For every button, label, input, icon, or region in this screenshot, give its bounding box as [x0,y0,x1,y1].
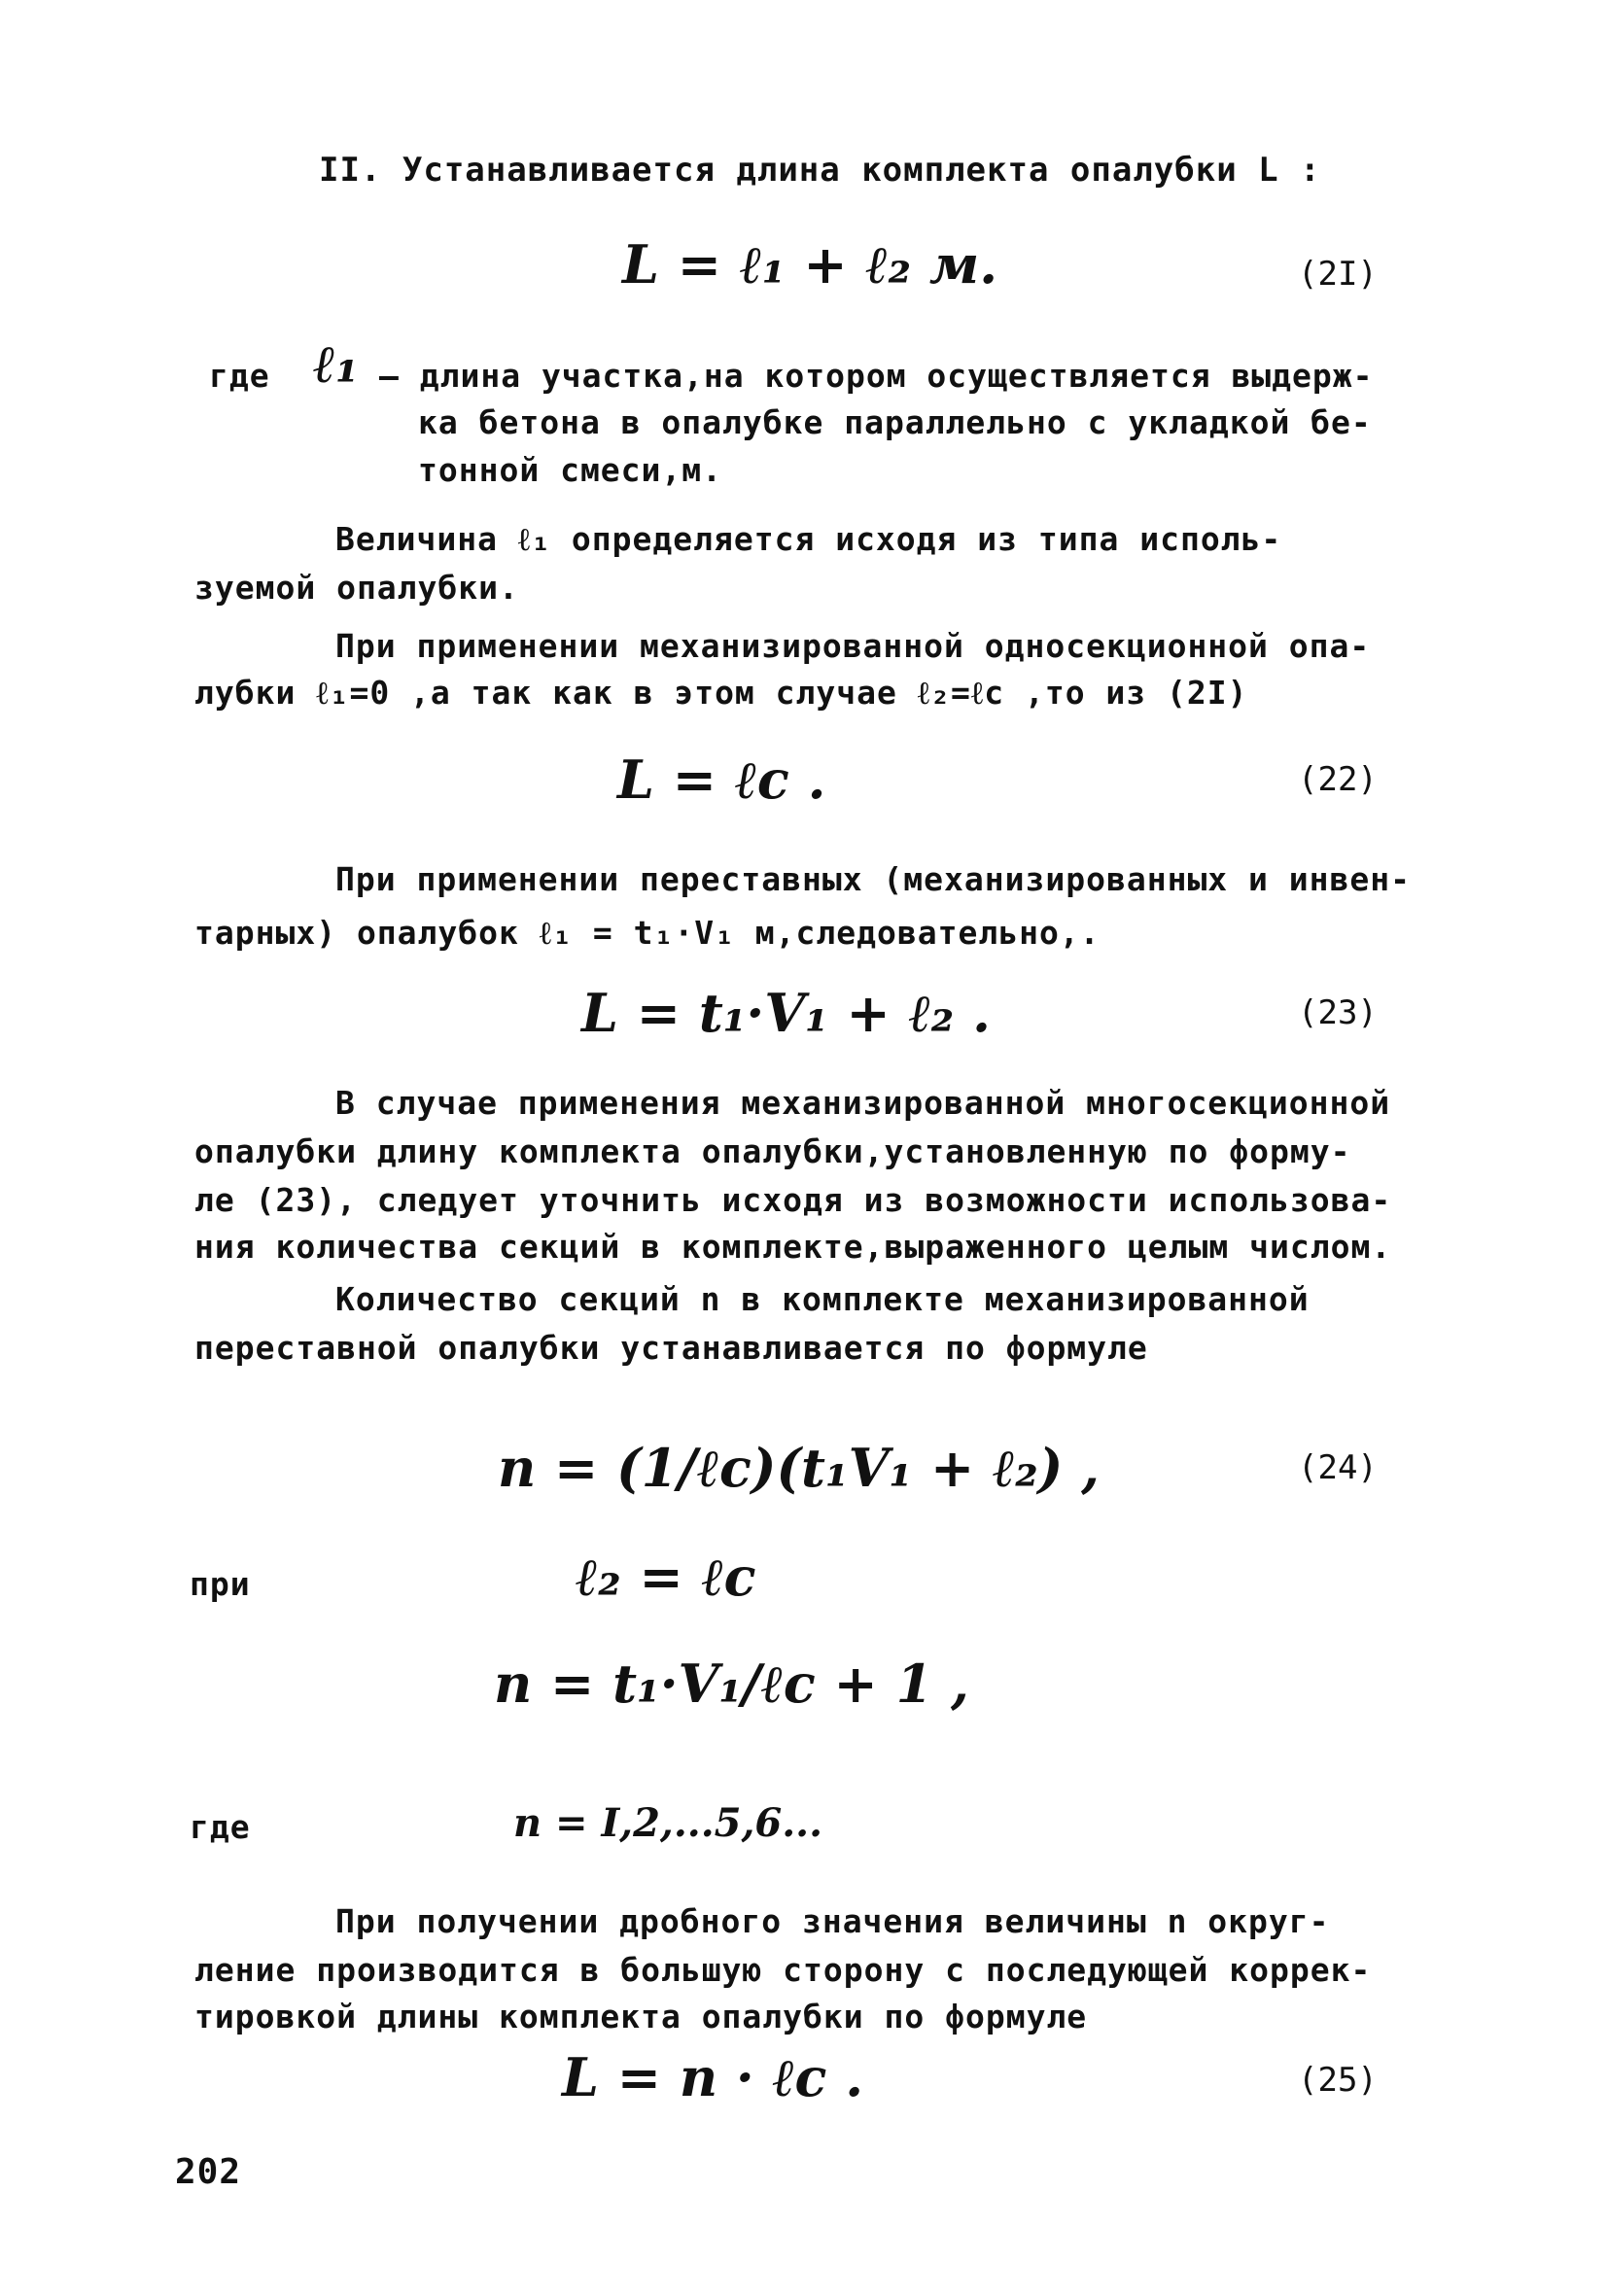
equation-number-22: (22) [1298,760,1378,799]
where-l1-line-2: ка бетона в опалубке параллельно с укладкой бе- [418,403,1372,441]
equation-number-23: (23) [1298,993,1378,1032]
paragraph-round-line-1: При получении дробного значения величины n округ- [335,1902,1330,1940]
paragraph-value-line-2: зуемой опалубки. [194,569,519,607]
where2-label: где [190,1808,251,1846]
paragraph-count-line-2: переставной опалубки устанавливается по формуле [194,1329,1148,1367]
where-l1-line-1: – длина участка,на котором осуществляется выдерж- [379,357,1374,395]
paragraph-multi-line-1: В случае применения механизированной многосекционной [335,1084,1391,1122]
formula-at: ℓ₂ = ℓс [576,1546,756,1608]
n-values: n = I,2,...5,6... [513,1800,822,1846]
formula-22: L = ℓс . [617,748,826,811]
equation-number-21: (2I) [1298,255,1378,294]
page-number: 202 [175,2152,242,2192]
equation-number-25: (25) [1298,2061,1378,2100]
formula-21: L = ℓ₁ + ℓ₂ м. [622,233,998,296]
paragraph-round-line-3: тировкой длины комплекта опалубки по формуле [194,1998,1088,2035]
paragraph-mech-line-2: лубки ℓ₁=0 ,а так как в этом случае ℓ₂=ℓс ,то из (2I) [194,674,1248,712]
paragraph-move-line-1: При применении переставных (механизированных и инвен- [335,860,1411,898]
where-l1-line-3: тонной смеси,м. [418,451,723,489]
paragraph-mech-line-1: При применении механизированной односекционной опа- [335,627,1371,665]
paragraph-multi-line-3: ле (23), следует уточнить исходя из возможности использова- [194,1181,1392,1219]
formula-23: L = t₁·V₁ + ℓ₂ . [581,982,991,1044]
formula-24: n = (1/ℓс)(t₁V₁ + ℓ₂) , [498,1437,1100,1499]
formula-n: n = t₁·V₁/ℓс + 1 , [494,1652,969,1715]
at-label: при [190,1565,251,1603]
paragraph-value-line-1: Величина ℓ₁ определяется исходя из типа исполь- [335,520,1282,558]
paragraph-move-line-2: тарных) опалубок ℓ₁ = t₁·V₁ м,следовательно,. [194,914,1101,952]
paragraph-multi-line-4: ния количества секций в комплекте,выраженного целым числом. [194,1228,1392,1266]
paragraph-multi-line-2: опалубки длину комплекта опалубки,установленную по форму- [194,1132,1351,1170]
where-label: где [209,357,270,395]
paragraph-count-line-1: Количество секций n в комплекте механизированной [335,1280,1310,1318]
equation-number-24: (24) [1298,1448,1378,1487]
section-heading: II. Устанавливается длина комплекта опалубки L : [319,151,1321,190]
paragraph-round-line-2: ление производится в большую сторону с последующей коррек- [194,1951,1372,1989]
formula-25: L = n · ℓс . [562,2046,864,2108]
where-symbol: ℓ₁ [313,332,359,395]
